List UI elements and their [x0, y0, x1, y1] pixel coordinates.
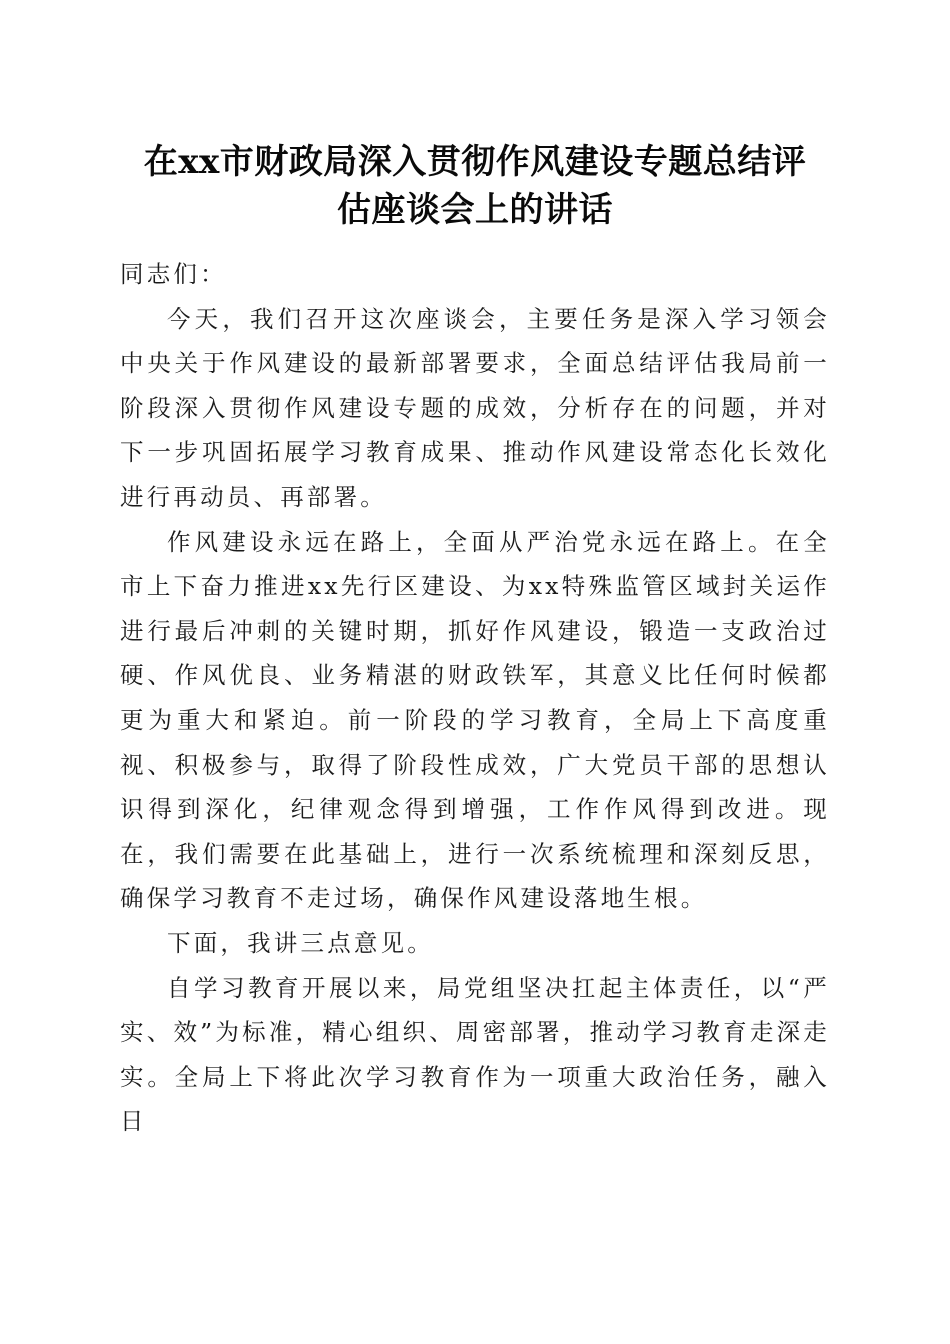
paragraph-1: 今天，我们召开这次座谈会，主要任务是深入学习领会中央关于作风建设的最新部署要求，全面总结评估我局前一阶段深入贯彻作风建设专题的成效，分析存在的问题，并对下一步巩固拓展学习教育成果、推动作风建设常态化长效化进行再动员、再部署。: [120, 304, 830, 511]
title-line-2: 估座谈会上的讲话: [337, 190, 613, 230]
document-title: [110, 138, 840, 234]
document-body: [120, 252, 830, 1144]
title-line-1: 在xx市财政局深入贯彻作风建设专题总结评: [143, 142, 807, 182]
paragraph-3: 下面，我讲三点意见。: [167, 928, 434, 957]
paragraph-4: 自学习教育开展以来，局党组坚决扛起主体责任，以“严实、效”为标准，精心组织、周密部署，推动学习教育走深走实。全局上下将此次学习教育作为一项重大政治任务，融入日: [120, 973, 830, 1136]
paragraph-2: 作风建设永远在路上，全面从严治党永远在路上。在全市上下奋力推进xx先行区建设、为xx特殊监管区域封关运作进行最后冲刺的关键时期，抓好作风建设，锻造一支政治过硬、作风优良、业务精湛的财政铁军，其意义比任何时候都更为重大和紧迫。前一阶段的学习教育，全局上下高度重视、积极参与，取得了阶段性成效，广大党员干部的思想认识得到深化，纪律观念得到增强，工作作风得到改进。现在，我们需要在此基础上，进行一次系统梳理和深刻反思，确保学习教育不走过场，确保作风建设落地生根。: [120, 527, 830, 913]
salutation: 同志们：: [120, 260, 227, 288]
